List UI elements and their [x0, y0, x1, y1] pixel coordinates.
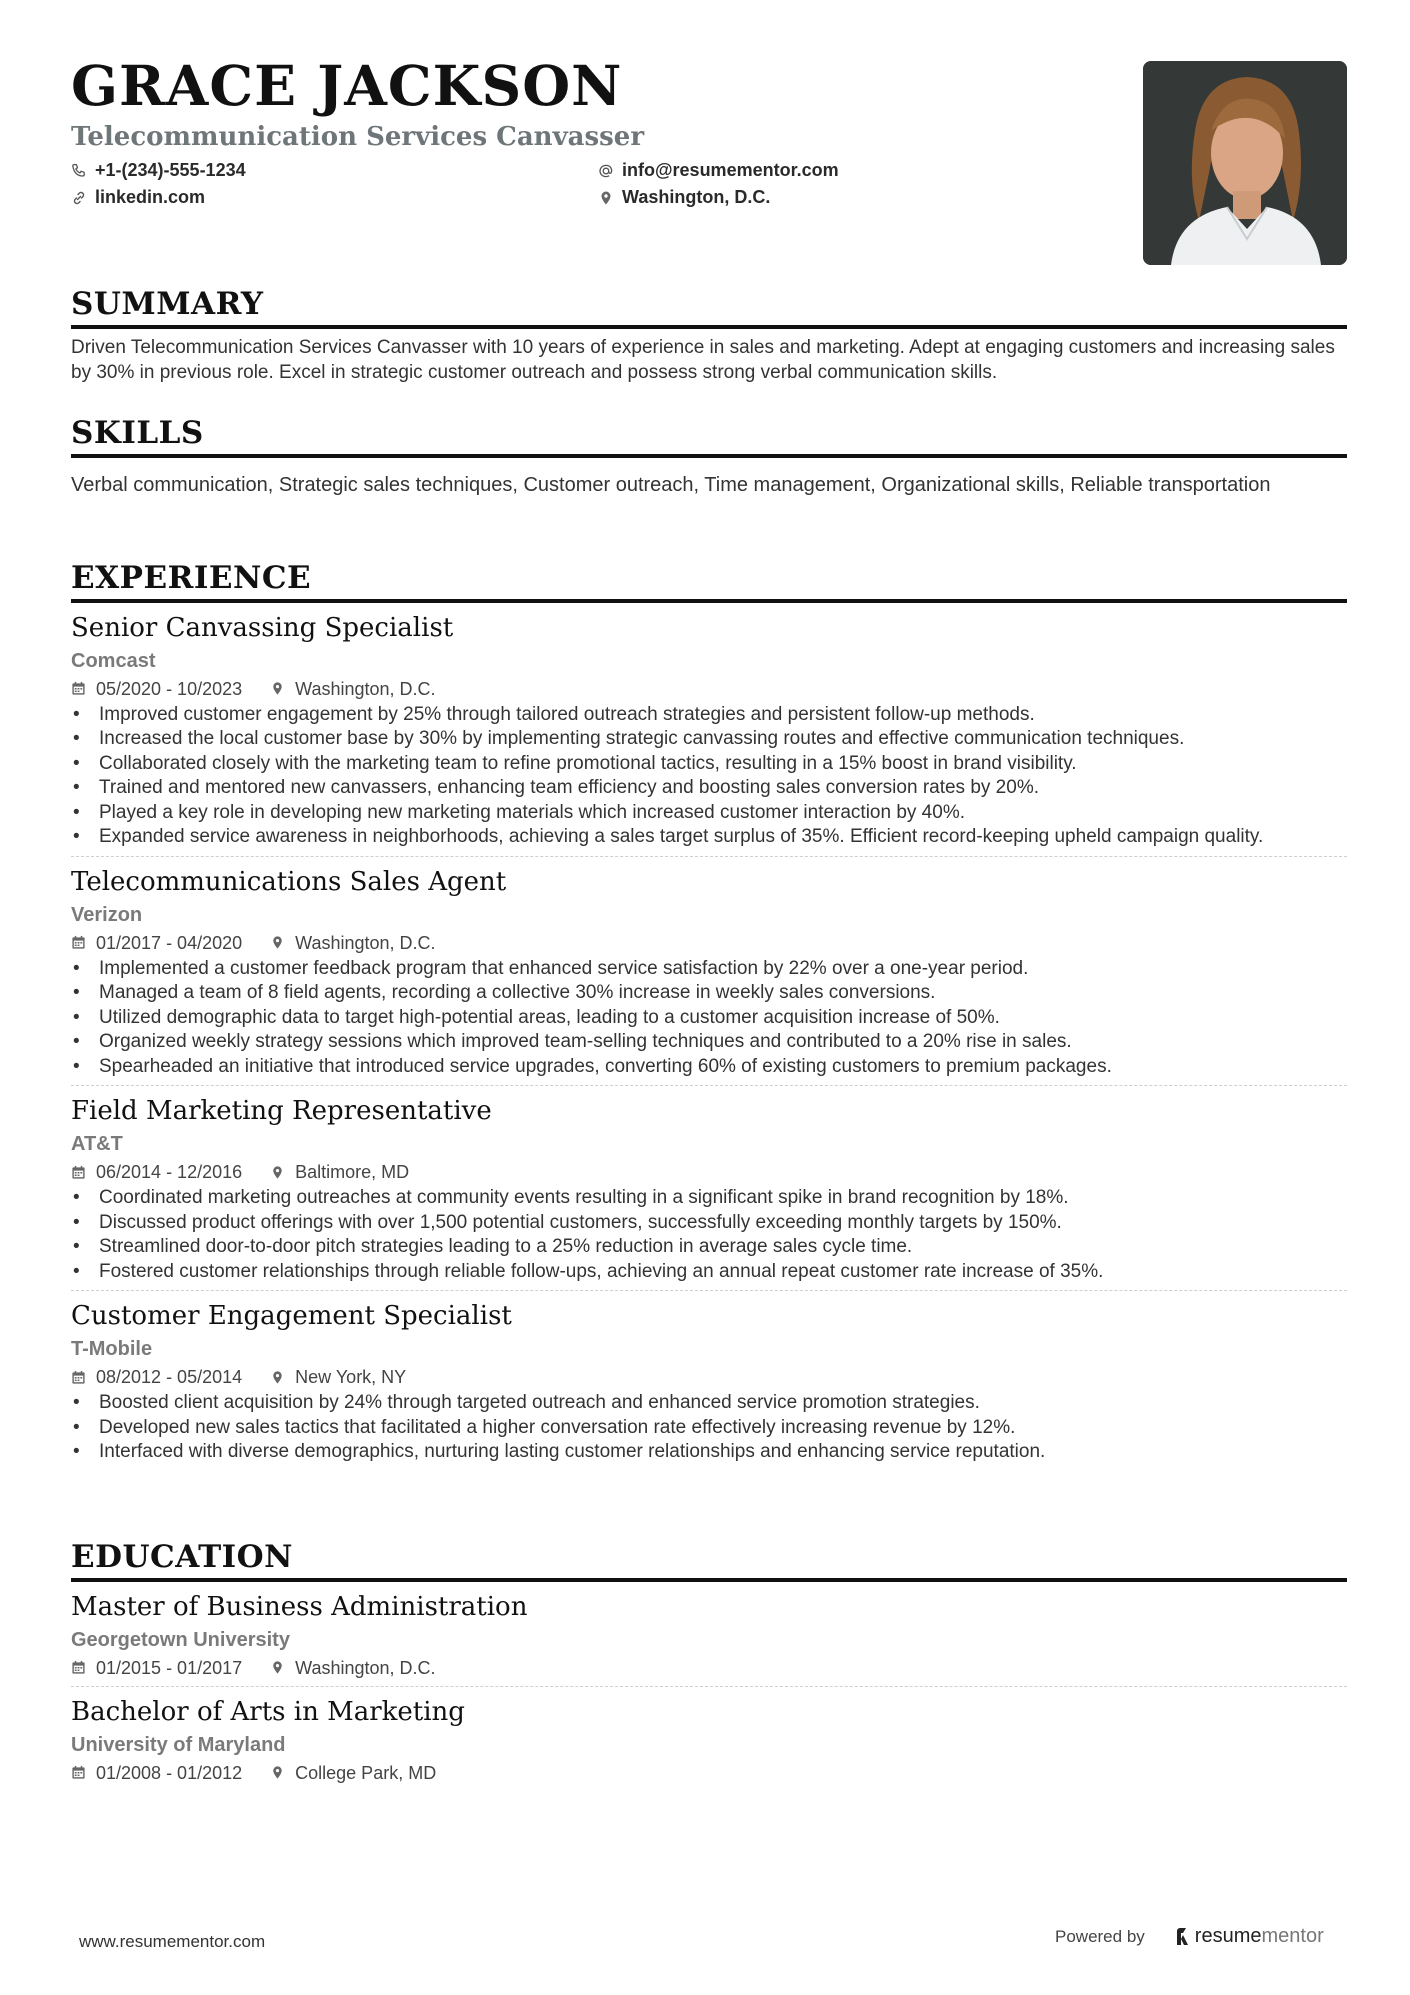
job-dates: 08/2012 - 05/2014 [96, 1367, 243, 1388]
bullet-item: • Played a key role in developing new marketing materials which increased customer interaction by 40%. [71, 801, 1347, 826]
contact-phone [71, 160, 246, 181]
job-location [270, 1160, 409, 1184]
job-meta [71, 931, 1347, 955]
bullet-item: • Trained and mentored new canvassers, enhancing team efficiency and boosting sales conversion rates by 20%. [71, 776, 1347, 801]
job-dates: 01/2017 - 04/2020 [96, 932, 243, 953]
company-name: T-Mobile [71, 1338, 153, 1361]
calendar-icon [71, 1660, 86, 1675]
calendar-icon [71, 935, 86, 950]
bullet-item: • Implemented a customer feedback program that enhanced service satisfaction by 22% over a one-year period. [71, 957, 1347, 982]
education-dates: 01/2008 - 01/2012 [96, 1762, 243, 1783]
education-location-text: College Park, MD [295, 1762, 437, 1783]
brand-name-b: mentor [1261, 1925, 1324, 1947]
footer-powered-by [1055, 1925, 1324, 1948]
calendar-icon [71, 1370, 86, 1385]
location-pin-icon [270, 1165, 285, 1180]
bullet-item: • Spearheaded an initiative that introduced service upgrades, converting 60% of existing customers to premium packages. [71, 1055, 1347, 1080]
job-location-text: Baltimore, MD [295, 1162, 410, 1183]
candidate-name: GRACE JACKSON [71, 53, 623, 118]
job-location-text: Washington, D.C. [295, 678, 436, 699]
education-location-text: Washington, D.C. [295, 1657, 436, 1678]
contact-email[interactable] [598, 160, 839, 181]
company-name: AT&T [71, 1133, 123, 1156]
calendar-icon [71, 1765, 86, 1780]
brand-logo[interactable] [1175, 1925, 1324, 1948]
location-pin-icon [598, 190, 614, 206]
job-role: Telecommunications Sales Agent [71, 866, 507, 897]
job-dates: 06/2014 - 12/2016 [96, 1162, 243, 1183]
bullet-item: • Coordinated marketing outreaches at community events resulting in a significant spike in brand recognition by 18%. [71, 1186, 1347, 1211]
linkedin-text[interactable]: linkedin.com [95, 187, 206, 207]
email-text[interactable]: info@resumementor.com [622, 160, 839, 180]
bullet-item: • Increased the local customer base by 30% by implementing strategic canvassing routes and effective communication techniques. [71, 727, 1347, 752]
job-bullets [71, 703, 1347, 850]
job-bullets [71, 1186, 1347, 1284]
job-role: Customer Engagement Specialist [71, 1301, 512, 1332]
calendar-icon [71, 681, 86, 696]
experience-heading: EXPERIENCE [71, 561, 1347, 603]
bullet-item: • Utilized demographic data to target high-potential areas, leading to a customer acquisition increase of 50%. [71, 1006, 1347, 1031]
job-role: Field Marketing Representative [71, 1096, 492, 1127]
company-name: Comcast [71, 649, 156, 672]
job-role: Senior Canvassing Specialist [71, 612, 454, 643]
experience-entry [71, 1299, 1347, 1471]
education-heading: EDUCATION [71, 1540, 1347, 1582]
job-location [270, 677, 435, 701]
job-location [270, 931, 435, 955]
education-location [270, 1656, 435, 1680]
resume-page [71, 0, 1347, 1783]
location-text: Washington, D.C. [622, 187, 771, 207]
powered-by-text: Powered by [1055, 1926, 1145, 1946]
footer-website[interactable]: www.resumementor.com [79, 1932, 266, 1951]
company-name: Verizon [71, 903, 143, 926]
bullet-item: • Developed new sales tactics that facilitated a higher conversation rate effectively increasing revenue by 12%. [71, 1416, 1347, 1441]
bullet-item: • Collaborated closely with the marketing team to refine promotional tactics, resulting in a 15% boost in brand visibility. [71, 752, 1347, 777]
bullet-item: • Discussed product offerings with over 1,500 potential customers, successfully exceeding monthly targets by 150%. [71, 1211, 1347, 1236]
bullet-item: • Improved customer engagement by 25% through tailored outreach strategies and persistent follow-up methods. [71, 703, 1347, 728]
job-bullets [71, 1391, 1347, 1465]
job-bullets [71, 957, 1347, 1080]
skills-section [71, 416, 1347, 498]
portrait-image [1143, 61, 1347, 265]
brand-name-a: resume [1194, 1925, 1262, 1947]
resume-header [71, 0, 1347, 280]
profile-photo [1143, 61, 1347, 265]
job-meta [71, 1365, 1347, 1389]
contact-location [598, 187, 770, 208]
job-location [270, 1365, 406, 1389]
education-entry [71, 1695, 1347, 1791]
summary-text: Driven Telecommunication Services Canvasser with 10 years of experience in sales and marketing. Adept at engaging customers and increasing sales by 30% in previous role. Excel in strategic customer outreach and possess strong verbal communication skills. [71, 336, 1335, 383]
bullet-item: • Interfaced with diverse demographics, nurturing lasting customer relationships and enhancing service reputation. [71, 1440, 1347, 1465]
calendar-icon [71, 1165, 86, 1180]
location-pin-icon [270, 1660, 285, 1675]
location-pin-icon [270, 935, 285, 950]
education-meta [71, 1656, 1347, 1680]
at-icon [598, 163, 614, 179]
job-meta [71, 1160, 1347, 1184]
bullet-item: • Expanded service awareness in neighborhoods, achieving a sales target surplus of 35%. Efficient record-keeping upheld campaign quality. [71, 825, 1347, 850]
education-section [71, 1540, 1347, 1791]
phone-text: +1-(234)-555-1234 [95, 160, 246, 180]
education-location [270, 1761, 436, 1785]
bullet-item: • Streamlined door-to-door pitch strategies leading to a 25% reduction in average sales cycle time. [71, 1235, 1347, 1260]
experience-section [71, 561, 1347, 1471]
school-name: Georgetown University [71, 1628, 290, 1651]
job-meta [71, 677, 1347, 701]
experience-entry [71, 865, 1347, 1087]
degree-name: Master of Business Administration [71, 1591, 528, 1622]
location-pin-icon [270, 681, 285, 696]
bullet-item: • Managed a team of 8 field agents, recording a collective 30% increase in weekly sales conversions. [71, 981, 1347, 1006]
location-pin-icon [270, 1370, 285, 1385]
education-meta [71, 1761, 1347, 1785]
job-dates: 05/2020 - 10/2023 [96, 678, 243, 699]
summary-heading: SUMMARY [71, 287, 1347, 329]
bullet-item: • Organized weekly strategy sessions which improved team-selling techniques and contributed to a 20% rise in sales. [71, 1030, 1347, 1055]
degree-name: Bachelor of Arts in Marketing [71, 1696, 465, 1727]
skills-heading: SKILLS [71, 416, 1347, 458]
contact-linkedin[interactable] [71, 187, 205, 208]
summary-section [71, 287, 1347, 385]
skills-text: Verbal communication, Strategic sales techniques, Customer outreach, Time management, Organizational skills, Reliable transportation [71, 473, 1271, 496]
brand-mark-icon [1175, 1927, 1191, 1947]
link-icon [71, 190, 87, 206]
candidate-title: Telecommunication Services Canvasser [71, 122, 645, 152]
education-dates: 01/2015 - 01/2017 [96, 1657, 243, 1678]
job-location-text: New York, NY [295, 1367, 407, 1388]
location-pin-icon [270, 1765, 285, 1780]
experience-entry [71, 611, 1347, 857]
job-location-text: Washington, D.C. [295, 932, 436, 953]
phone-icon [71, 163, 87, 179]
education-entry [71, 1590, 1347, 1687]
bullet-item: • Fostered customer relationships through reliable follow-ups, achieving an annual repeat customer rate increase of 35%. [71, 1260, 1347, 1285]
school-name: University of Maryland [71, 1733, 286, 1756]
bullet-item: • Boosted client acquisition by 24% through targeted outreach and enhanced service promotion strategies. [71, 1391, 1347, 1416]
experience-entry [71, 1094, 1347, 1291]
